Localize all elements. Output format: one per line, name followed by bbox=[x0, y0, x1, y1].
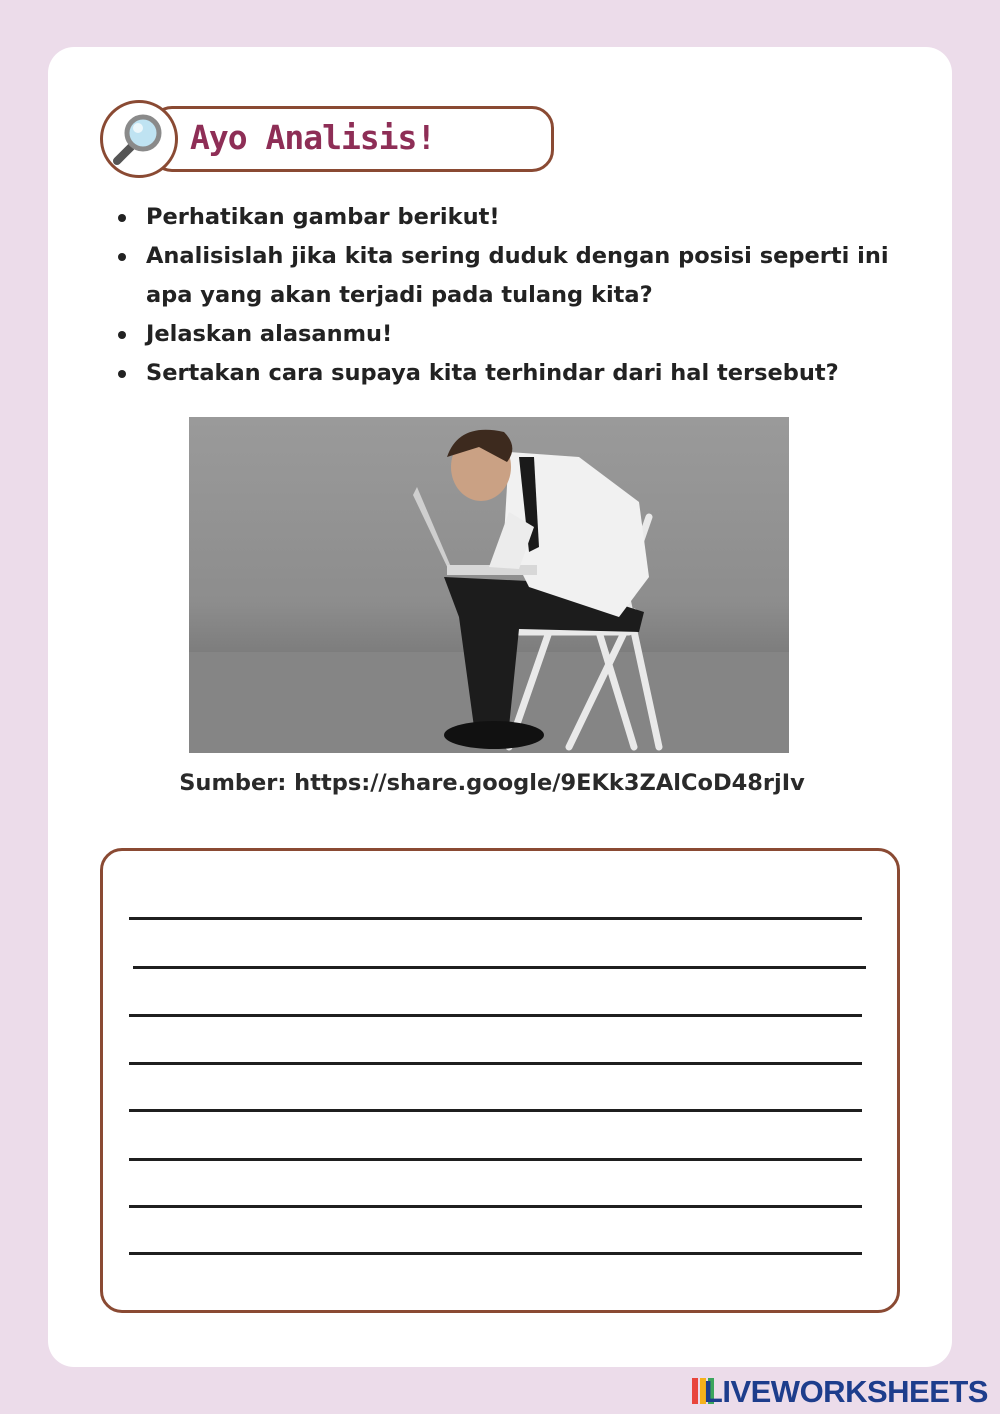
liveworksheets-watermark: LIVEWORKSHEETS bbox=[703, 1374, 988, 1409]
answer-line[interactable] bbox=[129, 1109, 862, 1112]
answer-line[interactable] bbox=[129, 1062, 862, 1065]
magnifier-badge bbox=[100, 100, 178, 178]
instruction-list bbox=[116, 198, 896, 393]
instruction-item: Sertakan cara supaya kita terhindar dari hal tersebut? bbox=[116, 354, 896, 393]
answer-line[interactable] bbox=[129, 1205, 862, 1208]
answer-line[interactable] bbox=[133, 966, 866, 969]
instruction-item: Perhatikan gambar berikut! bbox=[116, 198, 896, 237]
page-title: Ayo Analisis! bbox=[190, 118, 436, 157]
image-source-caption: Sumber: https://share.google/9EKk3ZAlCoD48rjIv bbox=[179, 770, 805, 796]
photo-illustration bbox=[189, 417, 789, 753]
instruction-item: Jelaskan alasanmu! bbox=[116, 315, 896, 354]
answer-line[interactable] bbox=[129, 1252, 862, 1255]
answer-line[interactable] bbox=[129, 1014, 862, 1017]
answer-line[interactable] bbox=[129, 917, 862, 920]
answer-line[interactable] bbox=[129, 1158, 862, 1161]
magnifier-icon bbox=[111, 111, 167, 167]
instruction-item: Analisislah jika kita sering duduk dengan posisi seperti ini apa yang akan terjadi pada tulang kita? bbox=[116, 237, 896, 315]
hunched-sitting-photo bbox=[189, 417, 789, 753]
